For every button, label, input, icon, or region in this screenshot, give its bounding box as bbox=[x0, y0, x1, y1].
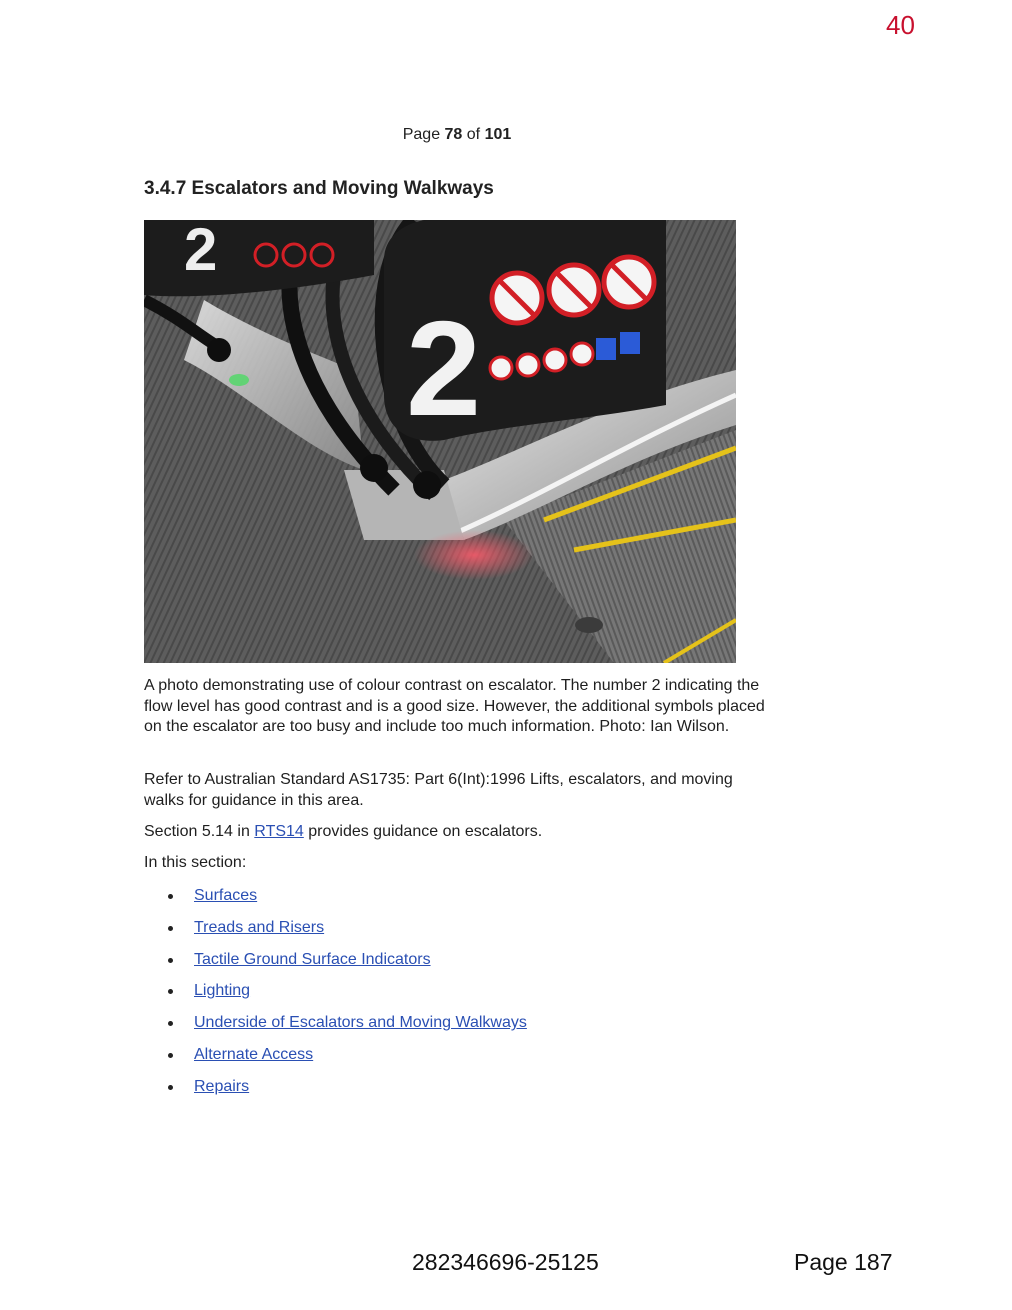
list-item bbox=[164, 1071, 527, 1103]
link-treads-and-risers[interactable]: Treads and Risers bbox=[194, 918, 325, 936]
link-surfaces[interactable]: Surfaces bbox=[194, 887, 258, 904]
list-item bbox=[164, 1007, 527, 1039]
link-alternate-access[interactable]: Alternate Access bbox=[194, 1045, 314, 1063]
escalator-photo bbox=[144, 220, 736, 663]
footer-page-number: Page 187 bbox=[794, 1249, 893, 1275]
list-item bbox=[164, 1039, 527, 1071]
link-repairs[interactable]: Repairs bbox=[194, 1077, 250, 1095]
corner-page-number: 40 bbox=[886, 10, 915, 40]
bullet-icon bbox=[168, 989, 173, 994]
list-item bbox=[164, 975, 527, 1007]
footer-document-id: 282346696-25125 bbox=[412, 1249, 599, 1275]
page-indicator-prefix: Page bbox=[402, 126, 445, 143]
photo-caption: A photo demonstrating use of colour contrast on escalator. The number 2 indicating the flow level has good contrast and is a good size. However, the additional symbols placed on the escalator are too busy and include too much information. Photo: Ian Wilson. bbox=[144, 677, 765, 735]
back-sign-digit: 2 bbox=[184, 220, 218, 283]
list-item bbox=[164, 880, 527, 912]
section-reference-before: Section 5.14 in bbox=[144, 823, 255, 840]
page-indicator-current: 78 bbox=[444, 126, 463, 143]
bullet-icon bbox=[168, 1021, 173, 1026]
section-links-list bbox=[164, 880, 527, 1103]
page-indicator-total: 101 bbox=[484, 126, 512, 143]
page-indicator-of: of bbox=[462, 126, 485, 143]
section-reference-after: provides guidance on escalators. bbox=[303, 823, 543, 840]
bullet-icon bbox=[168, 958, 173, 963]
list-item bbox=[164, 944, 527, 976]
link-lighting[interactable]: Lighting bbox=[194, 982, 251, 1000]
bullet-icon bbox=[168, 894, 173, 899]
list-item bbox=[164, 912, 527, 944]
standard-reference: Refer to Australian Standard AS1735: Part 6(Int):1996 Lifts, escalators, and moving walks for guidance in this area. bbox=[144, 771, 733, 809]
bullet-icon bbox=[168, 1053, 173, 1058]
main-sign-digit: 2 bbox=[406, 293, 482, 444]
in-this-section-label: In this section: bbox=[144, 854, 247, 871]
section-heading: 3.4.7 Escalators and Moving Walkways bbox=[144, 178, 494, 199]
bullet-icon bbox=[168, 1085, 173, 1090]
page-indicator bbox=[0, 126, 914, 144]
section-reference bbox=[144, 822, 776, 843]
link-tactile-ground-surface-indicators[interactable]: Tactile Ground Surface Indicators bbox=[194, 950, 431, 968]
rts14-link[interactable]: RTS14 bbox=[254, 823, 304, 840]
bullet-icon bbox=[168, 926, 173, 931]
link-underside[interactable]: Underside of Escalators and Moving Walkways bbox=[194, 1014, 527, 1032]
